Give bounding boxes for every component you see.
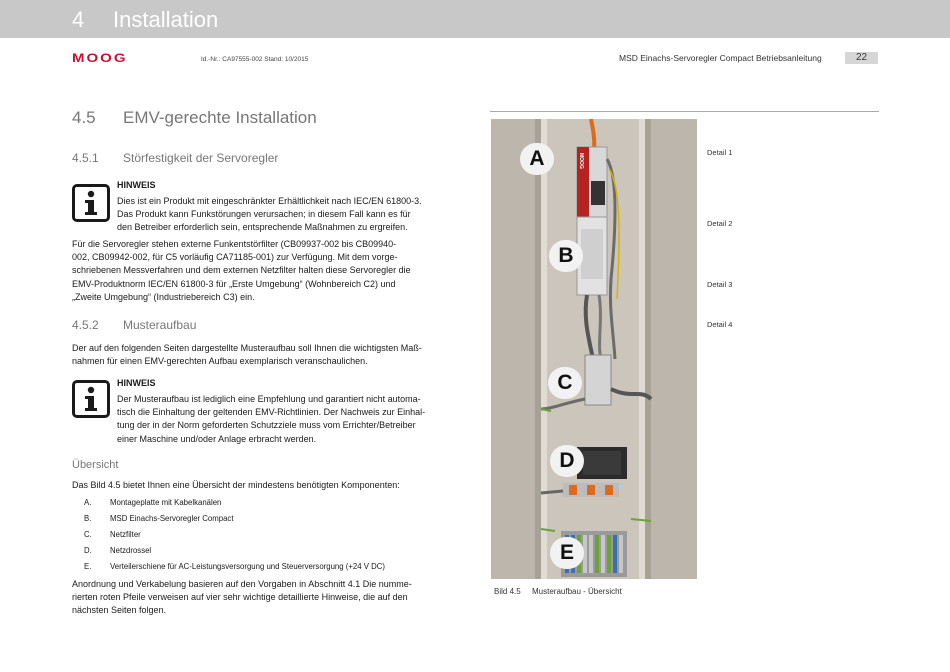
notice-line: Der Musteraufbau ist lediglich eine Empfehlung und garantiert nicht automa- xyxy=(117,394,421,404)
detail-label-1: Detail 1 xyxy=(707,148,733,157)
callout-a: A xyxy=(520,143,554,175)
list-letter: E. xyxy=(84,562,92,571)
notice-line: tung der in der Norm geforderten Schutzziele muss vom Errichter/Betreiber xyxy=(117,420,416,431)
notice-text xyxy=(117,195,422,235)
section-number: 4.5 xyxy=(72,108,96,127)
callout-b: B xyxy=(549,240,583,272)
callout-c: C xyxy=(548,367,582,399)
caption-text: Musteraufbau - Übersicht xyxy=(532,587,622,596)
list-text: Netzfilter xyxy=(110,530,141,539)
subsection-heading-2 xyxy=(72,318,196,332)
section-heading xyxy=(72,108,317,128)
list-text: Verteilerschiene für AC-Leistungsversorgung und Steuerversorgung (+24 V DC) xyxy=(110,562,385,571)
body-line: 002, CB09942-002, für C5 vorläufig CA71185-001) zur Verfügung. Mit dem vorge- xyxy=(72,252,398,263)
subsection-title: Störfestigkeit der Servoregler xyxy=(123,151,279,165)
overview-intro: Das Bild 4.5 bietet Ihnen eine Übersicht der mindestens benötigten Komponenten: xyxy=(72,480,400,490)
setup-photo xyxy=(491,119,697,579)
list-letter: A. xyxy=(84,498,92,507)
subsection-title: Musteraufbau xyxy=(123,318,197,332)
section-title: EMV-gerechte Installation xyxy=(123,108,317,127)
body-paragraph xyxy=(72,238,411,304)
detail-label-2: Detail 2 xyxy=(707,219,733,228)
list-text: Montageplatte mit Kabelkanälen xyxy=(110,498,222,507)
notice-title: HINWEIS xyxy=(117,180,156,190)
body-line: Anordnung und Verkabelung basieren auf den Vorgaben in Abschnitt 4.1 Die numme- xyxy=(72,579,412,589)
document-title: MSD Einachs-Servoregler Compact Betriebsanleitung xyxy=(619,53,822,63)
notice-line: einer Maschine und/oder Anlage erbracht werden. xyxy=(117,433,317,444)
notice-text xyxy=(117,393,425,446)
divider-line xyxy=(490,111,879,112)
list-letter: C. xyxy=(84,530,92,539)
callout-d: D xyxy=(550,445,584,477)
info-notice-icon xyxy=(72,184,110,222)
overview-heading: Übersicht xyxy=(72,459,119,471)
list-letter: B. xyxy=(84,514,92,523)
subsection-number: 4.5.2 xyxy=(72,318,99,332)
caption-number: Bild 4.5 xyxy=(494,587,521,596)
list-text: Netzdrossel xyxy=(110,546,152,555)
figure-caption xyxy=(494,587,622,596)
body-line: EMV-Produktnorm IEC/EN 61800-3 für „Erste Umgebung“ (Wohnbereich C2) und xyxy=(72,278,396,289)
subsection-heading-1 xyxy=(72,151,278,165)
body-line: nächsten Seiten folgen. xyxy=(72,605,167,616)
detail-label-4: Detail 4 xyxy=(707,320,733,329)
closing-paragraph xyxy=(72,578,412,618)
notice-line: tisch die Einhaltung der geltenden EMV-Richtlinien. Der Nachweis zur Einhal- xyxy=(117,407,426,418)
setup-illustration xyxy=(491,119,697,579)
body-line: nahmen für einen EMV-gerechten Aufbau exemplarisch veranschaulichen. xyxy=(72,356,368,367)
document-id-meta: Id.-Nr.: CA97555-002 Stand: 10/2015 xyxy=(201,56,309,63)
subsection-number: 4.5.1 xyxy=(72,151,99,165)
intro-paragraph xyxy=(72,342,422,368)
body-line: Für die Servoregler stehen externe Funkentstörfilter (CB09937-002 bis CB09940- xyxy=(72,239,397,249)
list-letter: D. xyxy=(84,546,92,555)
body-line: rierten roten Pfeile verweisen auf vier sehr wichtige detaillierte Hinweise, die auf den xyxy=(72,592,408,603)
body-line: „Zweite Umgebung“ (Industriebereich C3) ein. xyxy=(72,291,255,302)
detail-label-3: Detail 3 xyxy=(707,280,733,289)
list-text: MSD Einachs-Servoregler Compact xyxy=(110,514,234,523)
device-logo: MOOG xyxy=(578,153,584,169)
chapter-title: Installation xyxy=(113,7,219,32)
notice-line: Das Produkt kann Funkstörungen verursachen; in diesem Fall kann es für xyxy=(117,209,411,220)
moog-logo: MOOG xyxy=(72,51,128,66)
notice-line: den Betreiber erforderlich sein, entsprechende Maßnahmen zu ergreifen. xyxy=(117,222,408,233)
chapter-number: 4 xyxy=(72,7,85,32)
callout-e: E xyxy=(550,537,584,569)
notice-title: HINWEIS xyxy=(117,378,156,388)
body-line: schriebenen Messverfahren und dem externen Netzfilter halten diese Servoregler die xyxy=(72,265,411,276)
chapter-header-bar xyxy=(0,0,950,38)
info-notice-icon xyxy=(72,380,110,418)
notice-line: Dies ist ein Produkt mit eingeschränkter Erhältlichkeit nach IEC/EN 61800-3. xyxy=(117,196,422,206)
page-number: 22 xyxy=(845,52,878,64)
body-line: Der auf den folgenden Seiten dargestellte Musteraufbau soll Ihnen die wichtigsten Maß- xyxy=(72,343,422,353)
